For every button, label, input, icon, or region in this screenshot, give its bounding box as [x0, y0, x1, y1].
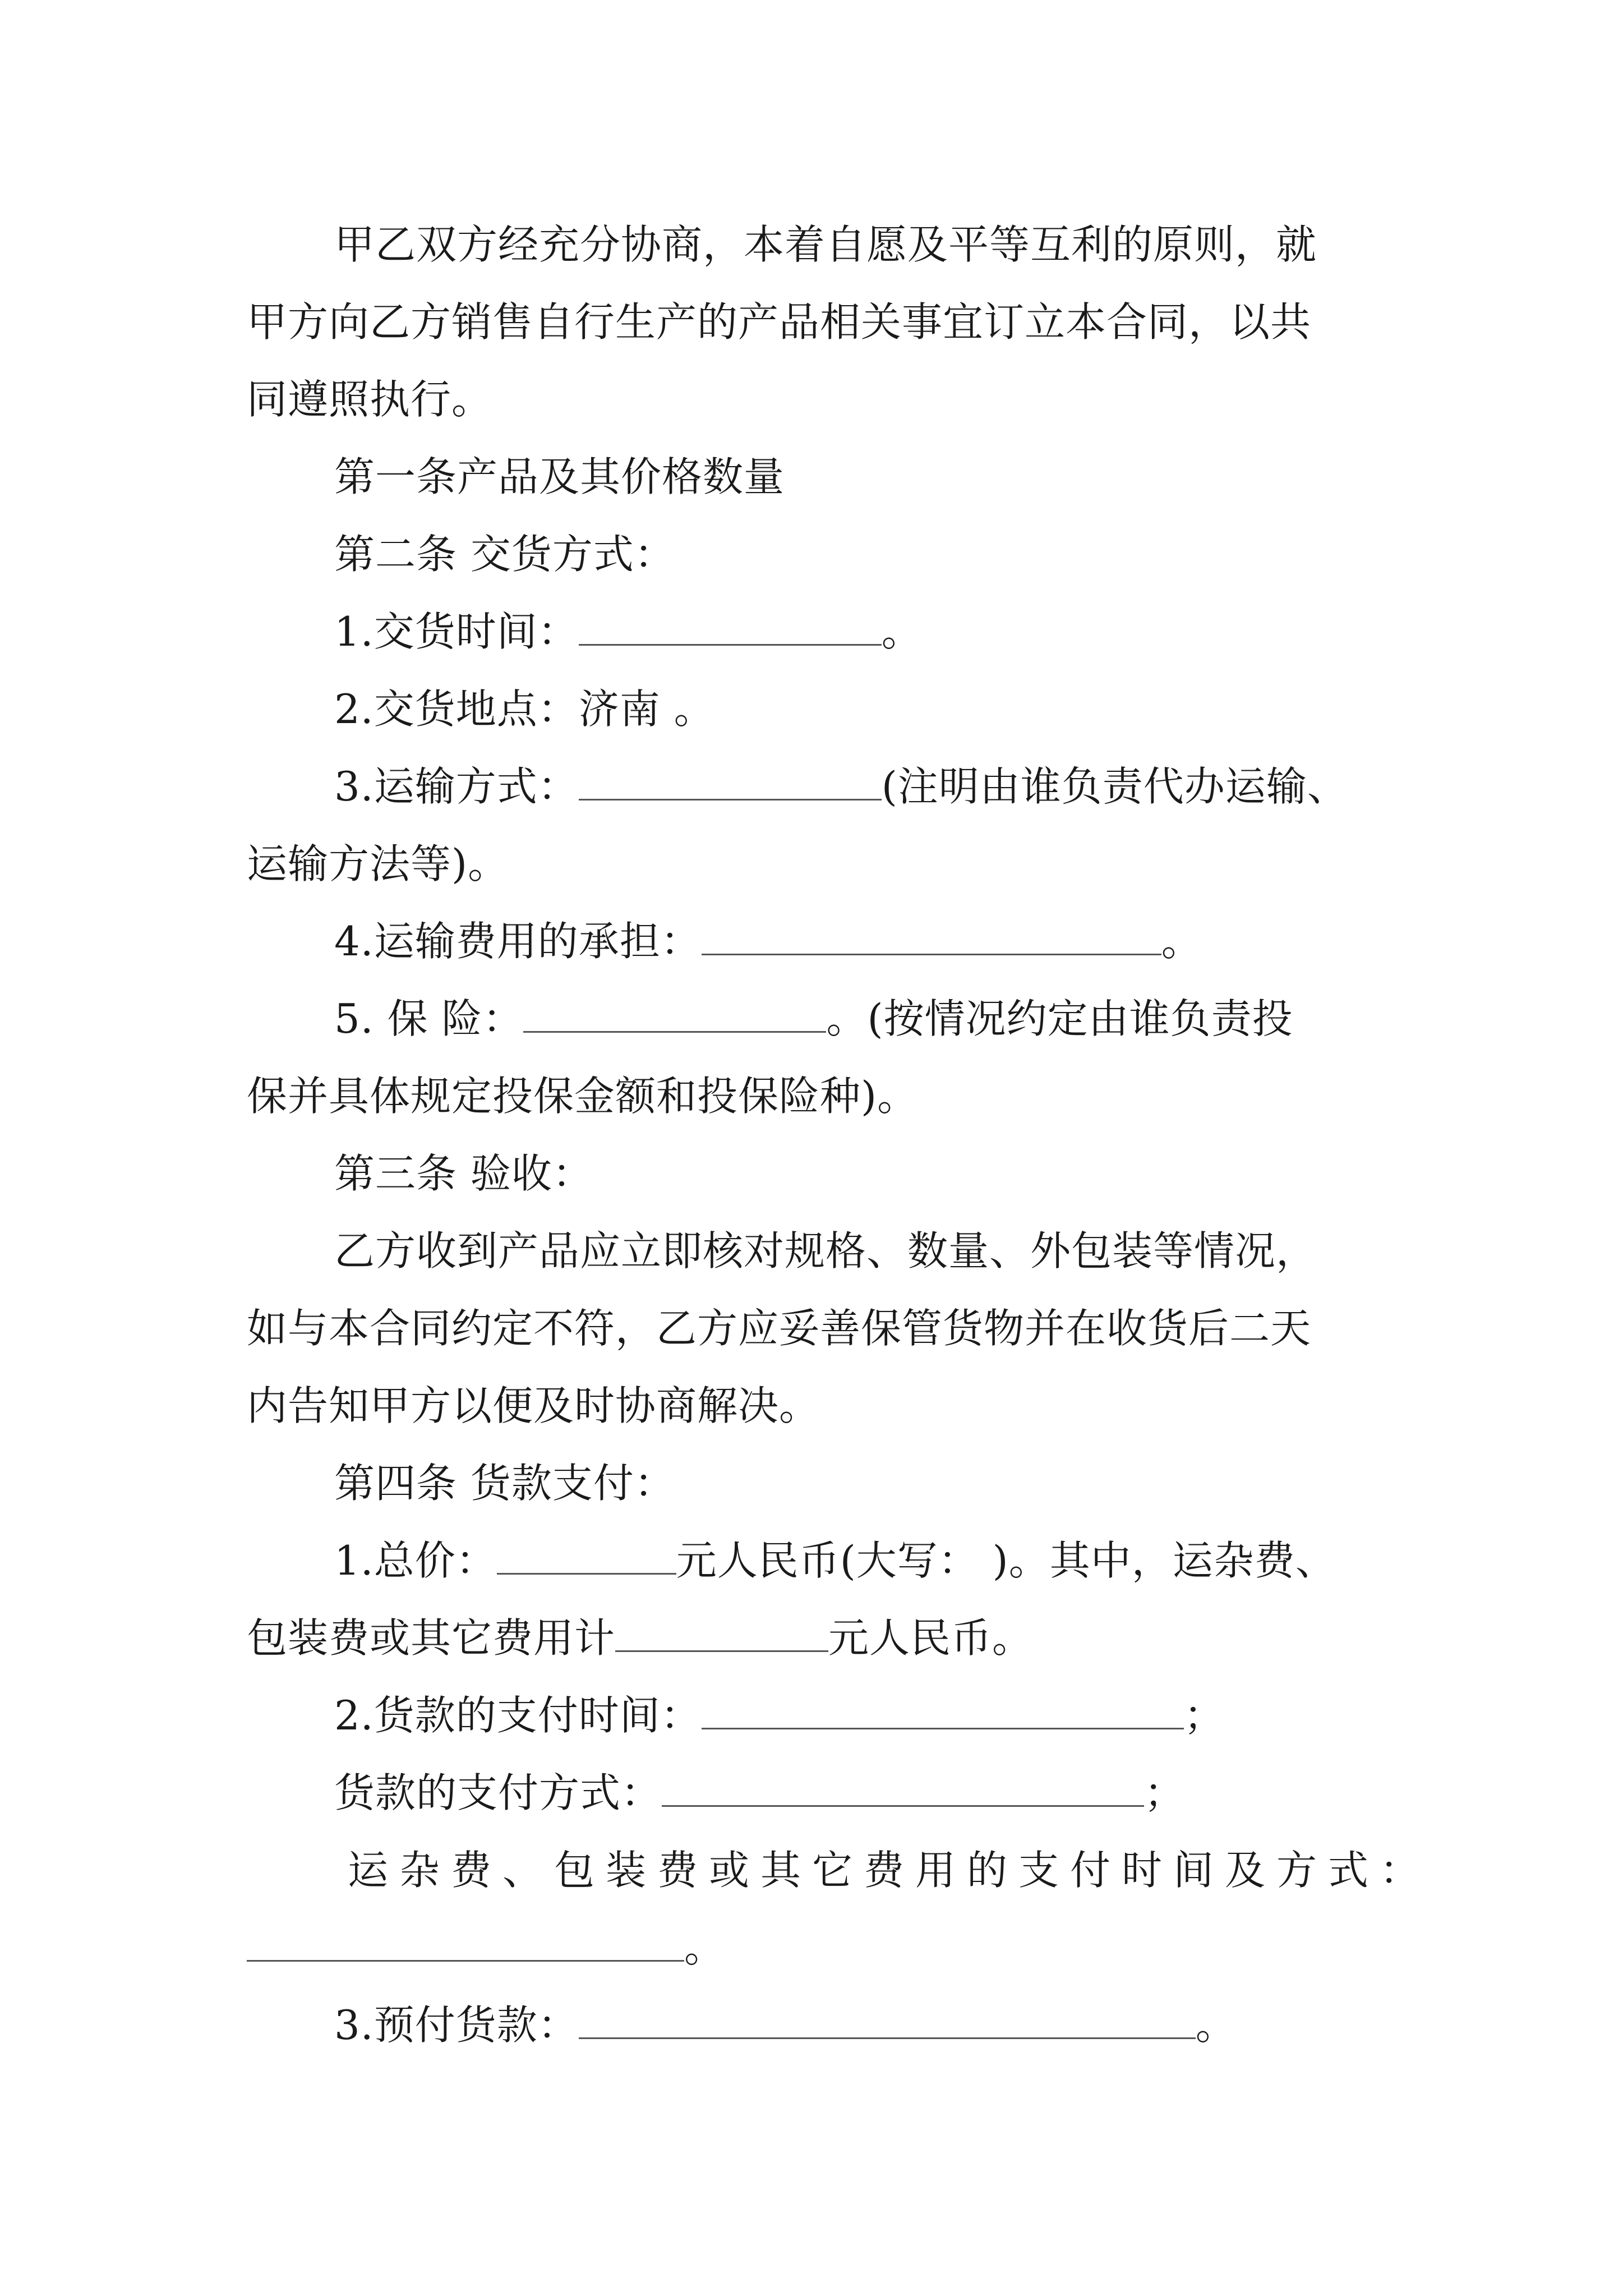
- payment-time-blank: [702, 1691, 1184, 1729]
- transport-method-note: (注明由谁负责代办运输、: [881, 763, 1348, 810]
- other-fees-end: 元人民币。: [828, 1614, 1034, 1662]
- payment-method-blank: [662, 1768, 1144, 1807]
- prepayment-label: 3.预付货款：: [334, 2001, 579, 2049]
- delivery-time-blank: [579, 607, 882, 646]
- transport-method-cont: 运输方法等)。: [247, 840, 509, 887]
- fees-payment-blank: [247, 1923, 684, 1962]
- acceptance-line-1: 乙方收到产品应立即核对规格、数量、外包装等情况，: [334, 1227, 1317, 1274]
- fees-payment-cont: [247, 1914, 725, 1981]
- total-price-label: 1.总价：: [334, 1537, 497, 1584]
- fees-payment-line: 运杂费、包装费或其它费用的支付时间及方式：: [348, 1847, 1432, 1894]
- other-fees-blank: [615, 1613, 828, 1652]
- delivery-place-line: 2.交货地点：济南 。: [334, 685, 715, 733]
- intro-line-3: 同遵照执行。: [247, 376, 493, 423]
- payment-time-label: 2.货款的支付时间：: [334, 1692, 702, 1739]
- transport-cost-end: 。: [1161, 918, 1202, 965]
- transport-method-line: [334, 753, 1348, 820]
- transport-method-blank: [579, 762, 882, 800]
- delivery-time-label: 1.交货时间：: [334, 608, 579, 655]
- payment-method-line: [334, 1759, 1185, 1826]
- insurance-blank: [523, 994, 826, 1033]
- fees-payment-end: 。: [684, 1924, 726, 1971]
- other-fees-label: 包装费或其它费用计: [247, 1614, 616, 1662]
- transport-cost-label: 4.运输费用的承担：: [334, 918, 702, 965]
- prepayment-blank: [579, 2000, 1196, 2039]
- prepayment-line: [334, 1991, 1237, 2059]
- transport-cost-blank: [702, 917, 1161, 955]
- article-1-title: 第一条产品及其价格数量: [334, 453, 785, 500]
- transport-cost-line: [334, 908, 1202, 975]
- payment-method-end: ；: [1144, 1769, 1186, 1816]
- transport-method-label: 3.运输方式：: [334, 763, 579, 810]
- article-2-title: 第二条 交货方式：: [334, 531, 675, 578]
- total-price-blank: [497, 1536, 676, 1575]
- delivery-time-end: 。: [881, 608, 923, 655]
- payment-method-label: 货款的支付方式：: [334, 1769, 662, 1816]
- acceptance-line-3: 内告知甲方以便及时协商解决。: [247, 1382, 820, 1429]
- insurance-label: 5. 保 险：: [334, 995, 524, 1042]
- insurance-line: [334, 985, 1293, 1052]
- insurance-note: 。(按情况约定由谁负责投: [826, 995, 1293, 1042]
- insurance-cont: 保并具体规定投保金额和投保险种)。: [247, 1073, 919, 1120]
- acceptance-line-2: 如与本合同约定不符，乙方应妥善保管货物并在收货后二天: [247, 1305, 1312, 1352]
- article-3-title: 第三条 验收：: [334, 1150, 593, 1197]
- article-4-title: 第四条 货款支付：: [334, 1460, 675, 1507]
- total-price-note: 元人民币(大写： )。其中，运杂费、: [676, 1537, 1336, 1584]
- payment-time-end: ；: [1183, 1692, 1225, 1739]
- delivery-time-line: [334, 598, 923, 665]
- other-fees-line: [247, 1604, 1033, 1672]
- total-price-line: [334, 1527, 1336, 1594]
- intro-line-2: 甲方向乙方销售自行生产的产品相关事宜订立本合同，以共: [247, 298, 1312, 346]
- payment-time-line: [334, 1682, 1225, 1749]
- intro-line-1: 甲乙双方经充分协商，本着自愿及平等互利的原则，就: [334, 221, 1317, 268]
- prepayment-end: 。: [1195, 2001, 1237, 2049]
